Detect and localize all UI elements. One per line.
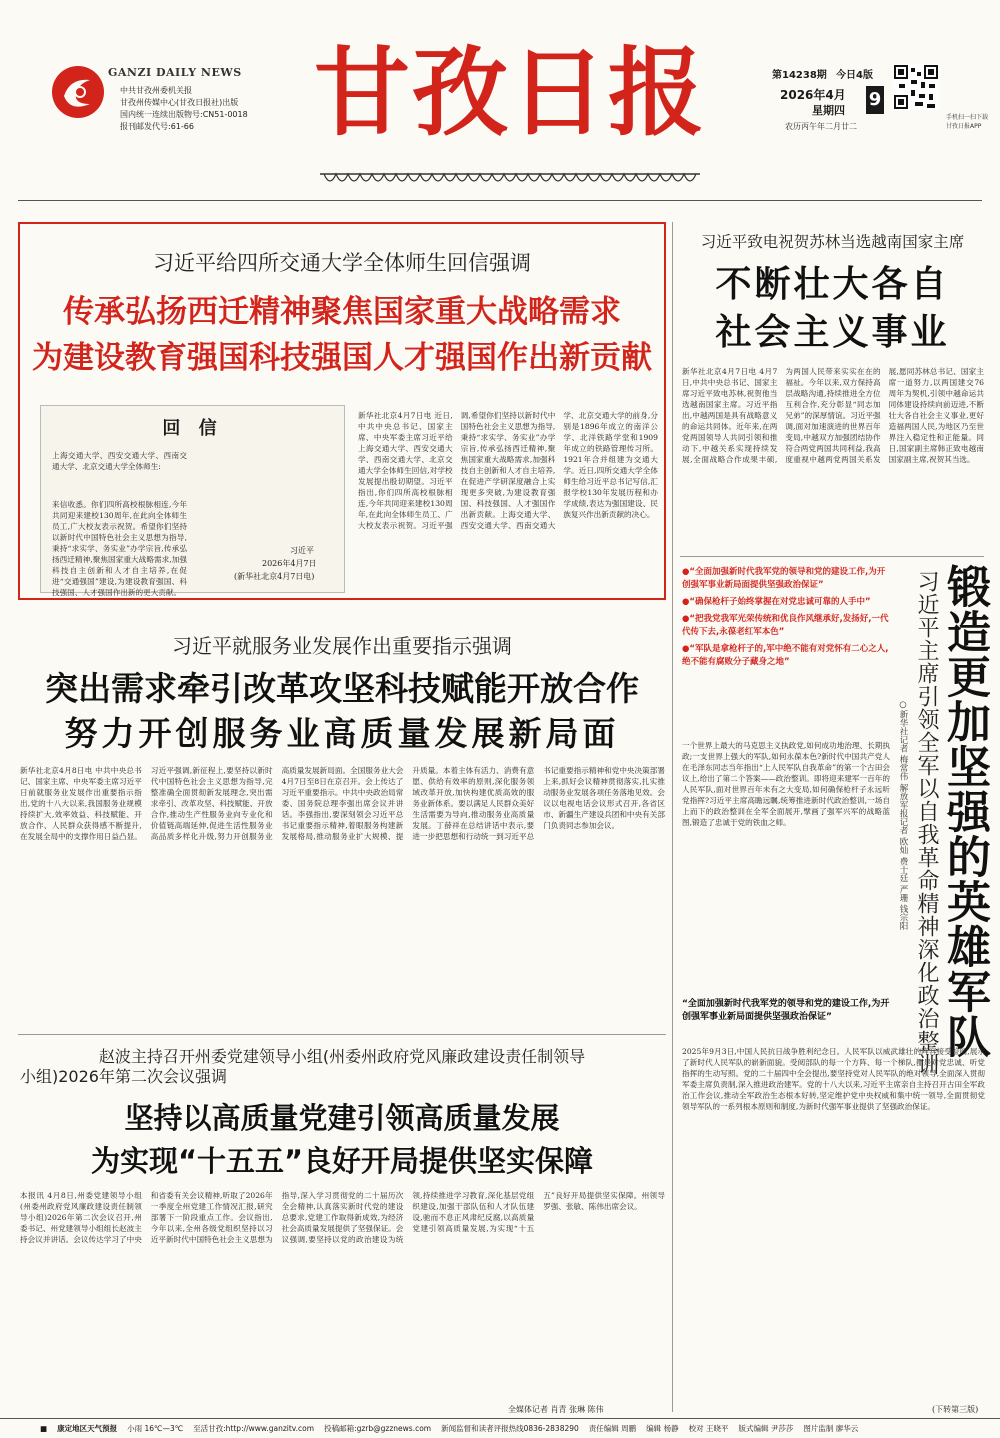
letter-source: (新华社北京4月7日电) <box>234 572 315 581</box>
story3-headline: 突出需求牵引改革攻坚科技赋能开放合作 <box>45 669 639 708</box>
continued-note: (下转第三版) <box>932 1405 979 1414</box>
letter-title: 回 信 <box>162 418 223 439</box>
story3-body: 新华社北京4月8日电 中共中央总书记、国家主席、中央军委主席习近平日前就服务业发展作出重要指示指出,党的十八大以来,我国服务业规模持续扩大,效率效益、科技赋能、开放合作、人民群众获得感不断提升,在发展全局中的支撑作用日益凸显。习近平强调,新征程上,要坚持以新时代中国特色社会主义思想为指导,完整准确全面贯彻新发展理念,突出需求牵引、改革攻坚、科技赋能、开放合作,推动生产性服务业向专业化和价值链高端延伸,促进生活性服务业高品质多样化升级,努力开创服务业高质量发展新局面。全国服务业大会4月7日至8日在京召开。会上传达了习近平重要指示。中共中央政治局常委、国务院总理李强出席会议并讲话。李强指出,要深刻领会习近平总书记重要指示精神,着眼服务构建新发展格局,推动服务业扩大规模、提升质量。本着主体有活力、消费有意愿、供给有效率的原则,深化服务领域改革开放,加快构建优质高效的服务业新体系。要以满足人民群众美好生活需要为导向,推动服务业高质量发展。丁薛祥在总结讲话中表示,要进一步把思想和行动统一到习近平总书记重要指示精神和党中央决策部署上来,抓好会议精神贯彻落实,扎实推动服务业发展各项任务落地见效。会议以电视电话会议形式召开,各省区市、新疆生产建设兵团和中央有关部门负责同志参加会议。 <box>20 766 665 841</box>
footer-weather: 小雨 16℃—3℃ <box>127 1424 184 1433</box>
masthead <box>0 0 1000 200</box>
story5-vertical-headline: 锻造更加坚强的英雄军队 <box>939 564 990 1059</box>
weekday: 星期四 <box>812 104 845 117</box>
letter-date: 2026年4月7日 <box>262 559 317 568</box>
bullet-quote: ●“把我党我军光荣传统和优良作风继承好,发扬好,一代代传下去,永葆老红军本色” <box>682 614 889 637</box>
bullet-quote: ●“确保枪杆子始终掌握在对党忠诚可靠的人手中” <box>682 597 871 607</box>
org-line: 甘孜州传媒中心(甘孜日报社)出版 <box>120 98 239 107</box>
footer-editor2: 编辑 杨静 <box>646 1424 679 1433</box>
footer-layout-editor: 版式编辑 尹莎莎 <box>738 1424 794 1433</box>
tibetan-script-banner <box>320 168 700 194</box>
story5-vertical-kicker: 习近平主席引领全军以自我革命精神深化政治整训 <box>914 570 939 1076</box>
qr-code-icon[interactable] <box>893 64 939 110</box>
qr-caption: 甘孜日报APP <box>946 123 982 130</box>
story4-byline: 全媒体记者 肖青 张琳 陈伟 <box>508 1405 604 1414</box>
story2-headline: 社会主义事业 <box>715 312 950 353</box>
letter-body-continued <box>198 450 333 548</box>
footer-photo-editor: 图片监制 廖华云 <box>803 1424 859 1433</box>
footer-website[interactable]: 至活甘孜:http://www.ganzitv.com <box>193 1424 315 1433</box>
issue-number: 第14238期 <box>772 70 827 81</box>
footer-weather-label: 康定地区天气预报 <box>57 1424 118 1433</box>
qr-caption: 手机扫一扫下载 <box>946 114 989 121</box>
story1-headline: 传承弘扬西迁精神聚焦国家重大战略需求 <box>63 294 621 330</box>
masthead-title: 甘孜日报 <box>314 36 706 149</box>
org-line: 报刊邮发代号:61-66 <box>120 122 194 131</box>
story5-byline: ○新华社记者 梅常伟 解放军报记者 欧灿 费士廷 严珊 钱宗阳 <box>898 700 908 931</box>
story5-subhead: “全面加强新时代我军党的领导和党的建设工作,为开创强军事业新局面提供坚强政治保证” <box>682 999 890 1022</box>
letter-body: 来信收悉。你们四所高校根脉相连,今年共同迎来建校130周年,在此向全体师生员工,广大校友表示祝贺。希望你们坚持以新时代中国特色社会主义思想为指导,秉持“求实学、务实业”办学宗旨,传承弘扬西迁精神,聚焦国家重大战略需求,加强科技自主创新和人才自主培养,在促进“交通强国”建设,为建设教育强国、科技强国、人才强国作出新的更大贡献。 <box>52 500 187 597</box>
page-count: 今日4版 <box>836 70 873 81</box>
lunar-date: 农历丙午年二月廿二 <box>785 122 857 131</box>
footer-bar <box>0 1418 1000 1438</box>
story5-body-intro: 一个世界上最大的马克思主义执政党,如何成功地治理、长期执政;一支世界上强大的军队,如何永葆本色?新时代中国共产党人在毛泽东同志当年指出“上人民军队自我革命”的第一个古田会议上,给出了第二个答案——政治整训。即将迎来建军一百年的人民军队,面对世界百年未有之大变局,如何确保枪杆子永远听党指挥?习近平主席高瞻远瞩,统筹推进新时代政治整训,一场自上而下的政治整训在全军全面展开,擘画了强军兴军的战略蓝图,锻造了忠诚于党的铁血之师。 <box>682 741 890 827</box>
weather-icon: ■ <box>40 1424 48 1433</box>
story1-body: 新华社北京4月7日电 近日,中共中央总书记、国家主席、中央军委主席习近平给上海交通大学、西安交通大学、西南交通大学、北京交通大学全体师生回信,对学校发展提出殷切期望。习近平指出,你们四所高校根脉相连,今年共同迎来建校130周年,在此向全体师生员工、广大校友表示祝贺。习近平强调,希望你们坚持以新时代中国特色社会主义思想为指导,秉持“求实学、务实业”办学宗旨,传承弘扬西迁精神,聚焦国家重大战略需求,加强科技自主创新和人才自主培养,在促进产学研深度融合上实现更多突破,为建设教育强国、科技强国、人才强国作出新贡献。上海交通大学、西安交通大学、西南交通大学、北京交通大学的前身,分别是1896年成立的南洋公学、北洋铁路学堂和1909年成立的铁路管理传习所。1921年合并组建为交通大学。近日,四所交通大学全体师生给习近平总书记写信,汇报学校130年发展历程和办学成绩,表达为强国建设、民族复兴作出新贡献的决心。 <box>358 411 658 530</box>
issue-date: 2026年4月 <box>780 88 846 102</box>
story1-kicker: 习近平给四所交通大学全体师生回信强调 <box>153 251 531 275</box>
story3-headline: 努力开创服务业高质量发展新局面 <box>64 714 620 753</box>
newspaper-logo-icon <box>50 64 106 120</box>
bullet-quote: ●“军队是拿枪杆子的,军中绝不能有对党怀有二心之人,绝不能有腐败分子藏身之地” <box>682 644 889 667</box>
letter-salutation: 上海交通大学、西安交通大学、西南交通大学、北京交通大学全体师生: <box>52 451 187 471</box>
story4-headline: 坚持以高质量党建引领高质量发展 <box>124 1101 560 1135</box>
english-name: GANZI DAILY NEWS <box>108 66 242 79</box>
story2-body: 新华社北京4月7日电 4月7日,中共中央总书记、国家主席习近平致电苏林,祝贺他当选越南国家主席。习近平指出,中越两国是具有战略意义的命运共同体。近年来,在两党两国领导人共同引领和推动下,中越关系实现持续发展,全面战略合作成果丰硕,为两国人民带来实实在在的福祉。今年以来,双方保持高层战略沟通,持续推进全方位互利合作,充分彰显“同志加兄弟”的深厚情谊。习近平强调,面对加速演进的世界百年变局,中越双方加强团结协作符合两党两国共同利益,我高度重视中越两党两国关系发展,愿同苏林总书记、国家主席一道努力,以两国建交76周年为契机,引领中越命运共同体建设持续向前迈进,不断壮大各自社会主义事业,更好造福两国人民,为地区乃至世界注入稳定性和正能量。同日,国家副主席韩正致电越南国家副主席,祝贺其当选。 <box>682 367 984 464</box>
footer-proofreader: 校对 王晓平 <box>688 1424 729 1433</box>
story2-headline: 不断壮大各自 <box>715 264 950 305</box>
letter-signature: 习近平 <box>290 546 314 555</box>
bullet-quote: ●“全面加强新时代我军党的领导和党的建设工作,为开创强军事业新局面提供坚强政治保证” <box>682 567 886 590</box>
story2-kicker: 习近平致电祝贺苏林当选越南国家主席 <box>700 233 965 251</box>
story4-kicker: 小组)2026年第二次会议强调 <box>20 1067 227 1086</box>
story5-bullets <box>682 566 890 669</box>
org-line: 中共甘孜州委机关报 <box>120 86 192 95</box>
footer-hotline: 新闻监督和读者评报热线0836-2838290 <box>441 1424 579 1433</box>
story3-kicker: 习近平就服务业发展作出重要指示强调 <box>172 634 512 658</box>
story5-body-main: 2025年9月3日,中国人民抗日战争胜利纪念日。人民军队以威武雄壮的阵容接受检阅,展示了新时代人民军队的崭新面貌。受阅部队的每一个方阵、每一个梯队,都是对党忠诚、听党指挥的生动写照。党的二十届四中全会提出,要坚持党对人民军队的绝对领导,全面深入贯彻军委主席负责制,深入推进政治建军。党的十八大以来,习近平主席亲自主持召开古田全军政治工作会议,推动全军政治生态根本好转,坚定维护党中央权威和集中统一领导,全面贯彻党领导军队的一系列根本原则和制度,为新时代强军事业提供了坚强政治保证。 <box>682 1047 985 1111</box>
story4-headline: 为实现“十五五”良好开局提供坚实保障 <box>90 1144 594 1178</box>
story4-body: 本报讯 4月8日,州委党建领导小组(州委州政府党风廉政建设责任制领导小组)2026年第二次会议召开,州委书记、州党建领导小组组长赵波主持会议并讲话。会议传达学习了中央和省委有关会议精神,听取了2026年一季度全州党建工作情况汇报,研究部署下一阶段重点工作。会议指出,今年以来,全州各级党组织坚持以习近平新时代中国特色社会主义思想为指导,深入学习贯彻党的二十届历次全会精神,认真落实新时代党的建设总要求,党建工作取得新成效,为经济社会高质量发展提供了坚强保证。会议强调,要坚持以党的政治建设为统领,持续推进学习教育,深化基层党组织建设,加强干部队伍和人才队伍建设,驰而不息正风肃纪反腐,以高质量党建引领高质量发展,为实现“十五五”良好开局提供坚实保障。州领导罗强、张敏、陈伟出席会议。 <box>20 1191 665 1244</box>
org-line: 国内统一连续出版物号:CN51-0018 <box>120 110 248 119</box>
story4-kicker: 赵波主持召开州委党建领导小组(州委州政府党风廉政建设责任制领导 <box>98 1047 586 1066</box>
footer-editor: 责任编辑 周鹏 <box>588 1424 637 1433</box>
day-badge: 9 <box>866 86 884 114</box>
story1-headline: 为建设教育强国科技强国人才强国作出新贡献 <box>32 340 652 376</box>
footer-email[interactable]: 投稿邮箱:gzrb@gzznews.com <box>324 1424 432 1433</box>
